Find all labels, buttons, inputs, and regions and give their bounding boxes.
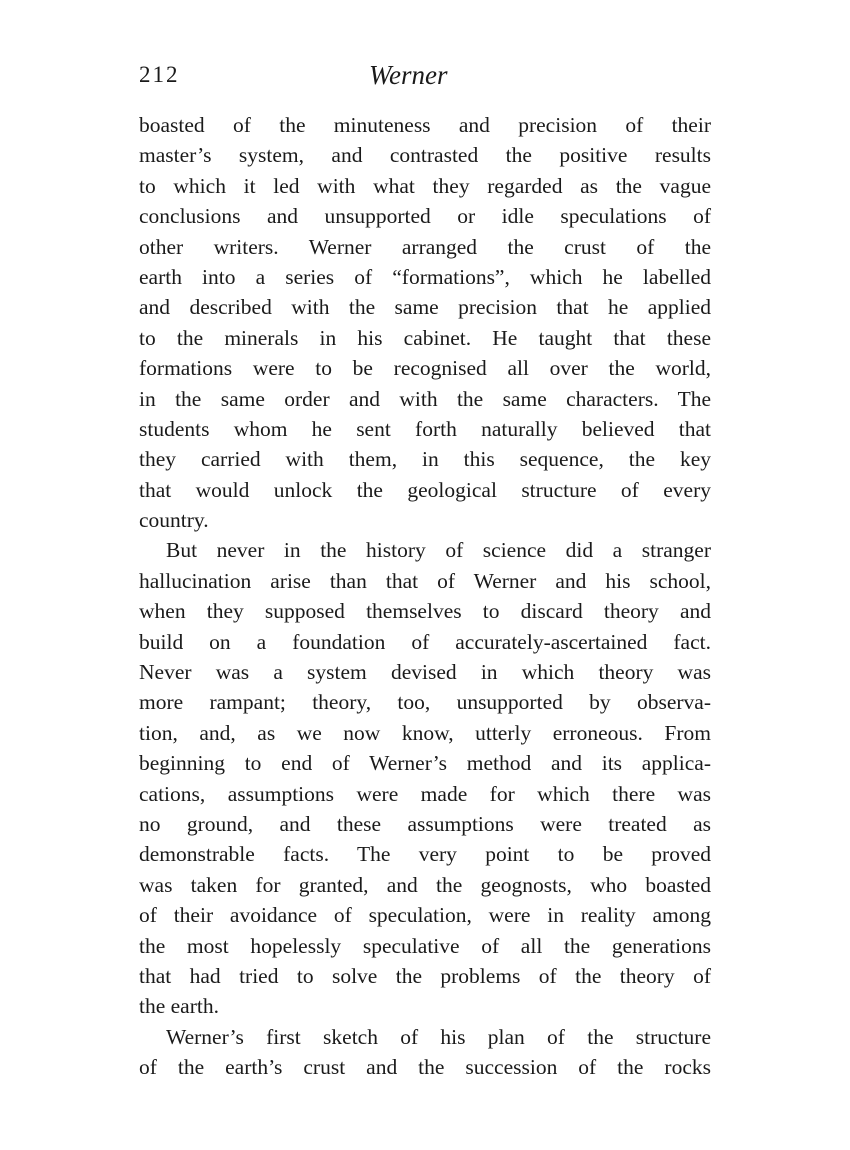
text-line: of the earth’s crust and the succession of the rocks <box>139 1055 711 1080</box>
body-text <box>139 110 711 1083</box>
text-line: was taken for granted, and the geognosts, who boasted <box>139 872 711 897</box>
text-line: the earth. <box>139 994 219 1019</box>
text-line: demonstrable facts. The very point to be proved <box>139 842 711 867</box>
text-line: boasted of the minuteness and precision of their <box>139 113 711 137</box>
text-line: no ground, and these assumptions were treated as <box>139 811 711 836</box>
text-line: that would unlock the geological structure of every <box>139 477 711 502</box>
text-line: Never was a system devised in which theory was <box>139 660 711 685</box>
running-title: Werner <box>369 60 448 90</box>
text-line: other writers. Werner arranged the crust of the <box>139 234 711 259</box>
text-line: more rampant; theory, too, unsupported by observa- <box>139 690 711 715</box>
text-line: country. <box>139 508 209 533</box>
book-page <box>139 60 711 1083</box>
paragraph-1 <box>139 110 711 535</box>
text-line: cations, assumptions were made for which there was <box>139 781 711 806</box>
text-line: formations were to be recognised all over the world, <box>139 356 711 381</box>
paragraph-3 <box>139 1022 711 1083</box>
text-line: tion, and, as we now know, utterly erroneous. From <box>139 720 711 745</box>
text-line: hallucination arise than that of Werner and his school, <box>139 568 711 593</box>
text-line: beginning to end of Werner’s method and its applica- <box>139 751 711 776</box>
page-number: 212 <box>139 62 180 87</box>
text-line: the most hopelessly speculative of all the generations <box>139 933 711 958</box>
text-line: students whom he sent forth naturally believed that <box>139 416 711 441</box>
running-head <box>139 60 711 100</box>
text-line: of their avoidance of speculation, were in reality among <box>139 903 711 928</box>
text-line: that had tried to solve the problems of the theory of <box>139 963 711 988</box>
text-line: But never in the history of science did a stranger <box>166 538 711 563</box>
paragraph-2 <box>139 535 711 1021</box>
text-line: to the minerals in his cabinet. He taught that these <box>139 325 711 350</box>
text-line: when they supposed themselves to discard theory and <box>139 599 711 624</box>
text-line: earth into a series of “formations”, which he labelled <box>139 264 711 289</box>
text-line: build on a foundation of accurately-ascertained fact. <box>139 629 711 654</box>
text-line: to which it led with what they regarded as the vague <box>139 173 711 198</box>
text-line: in the same order and with the same characters. The <box>139 386 711 411</box>
text-line: Werner’s first sketch of his plan of the structure <box>166 1024 711 1049</box>
text-line: they carried with them, in this sequence, the key <box>139 447 711 472</box>
text-line: and described with the same precision that he applied <box>139 295 711 320</box>
text-line: conclusions and unsupported or idle speculations of <box>139 204 711 229</box>
text-line: master’s system, and contrasted the positive results <box>139 143 711 168</box>
